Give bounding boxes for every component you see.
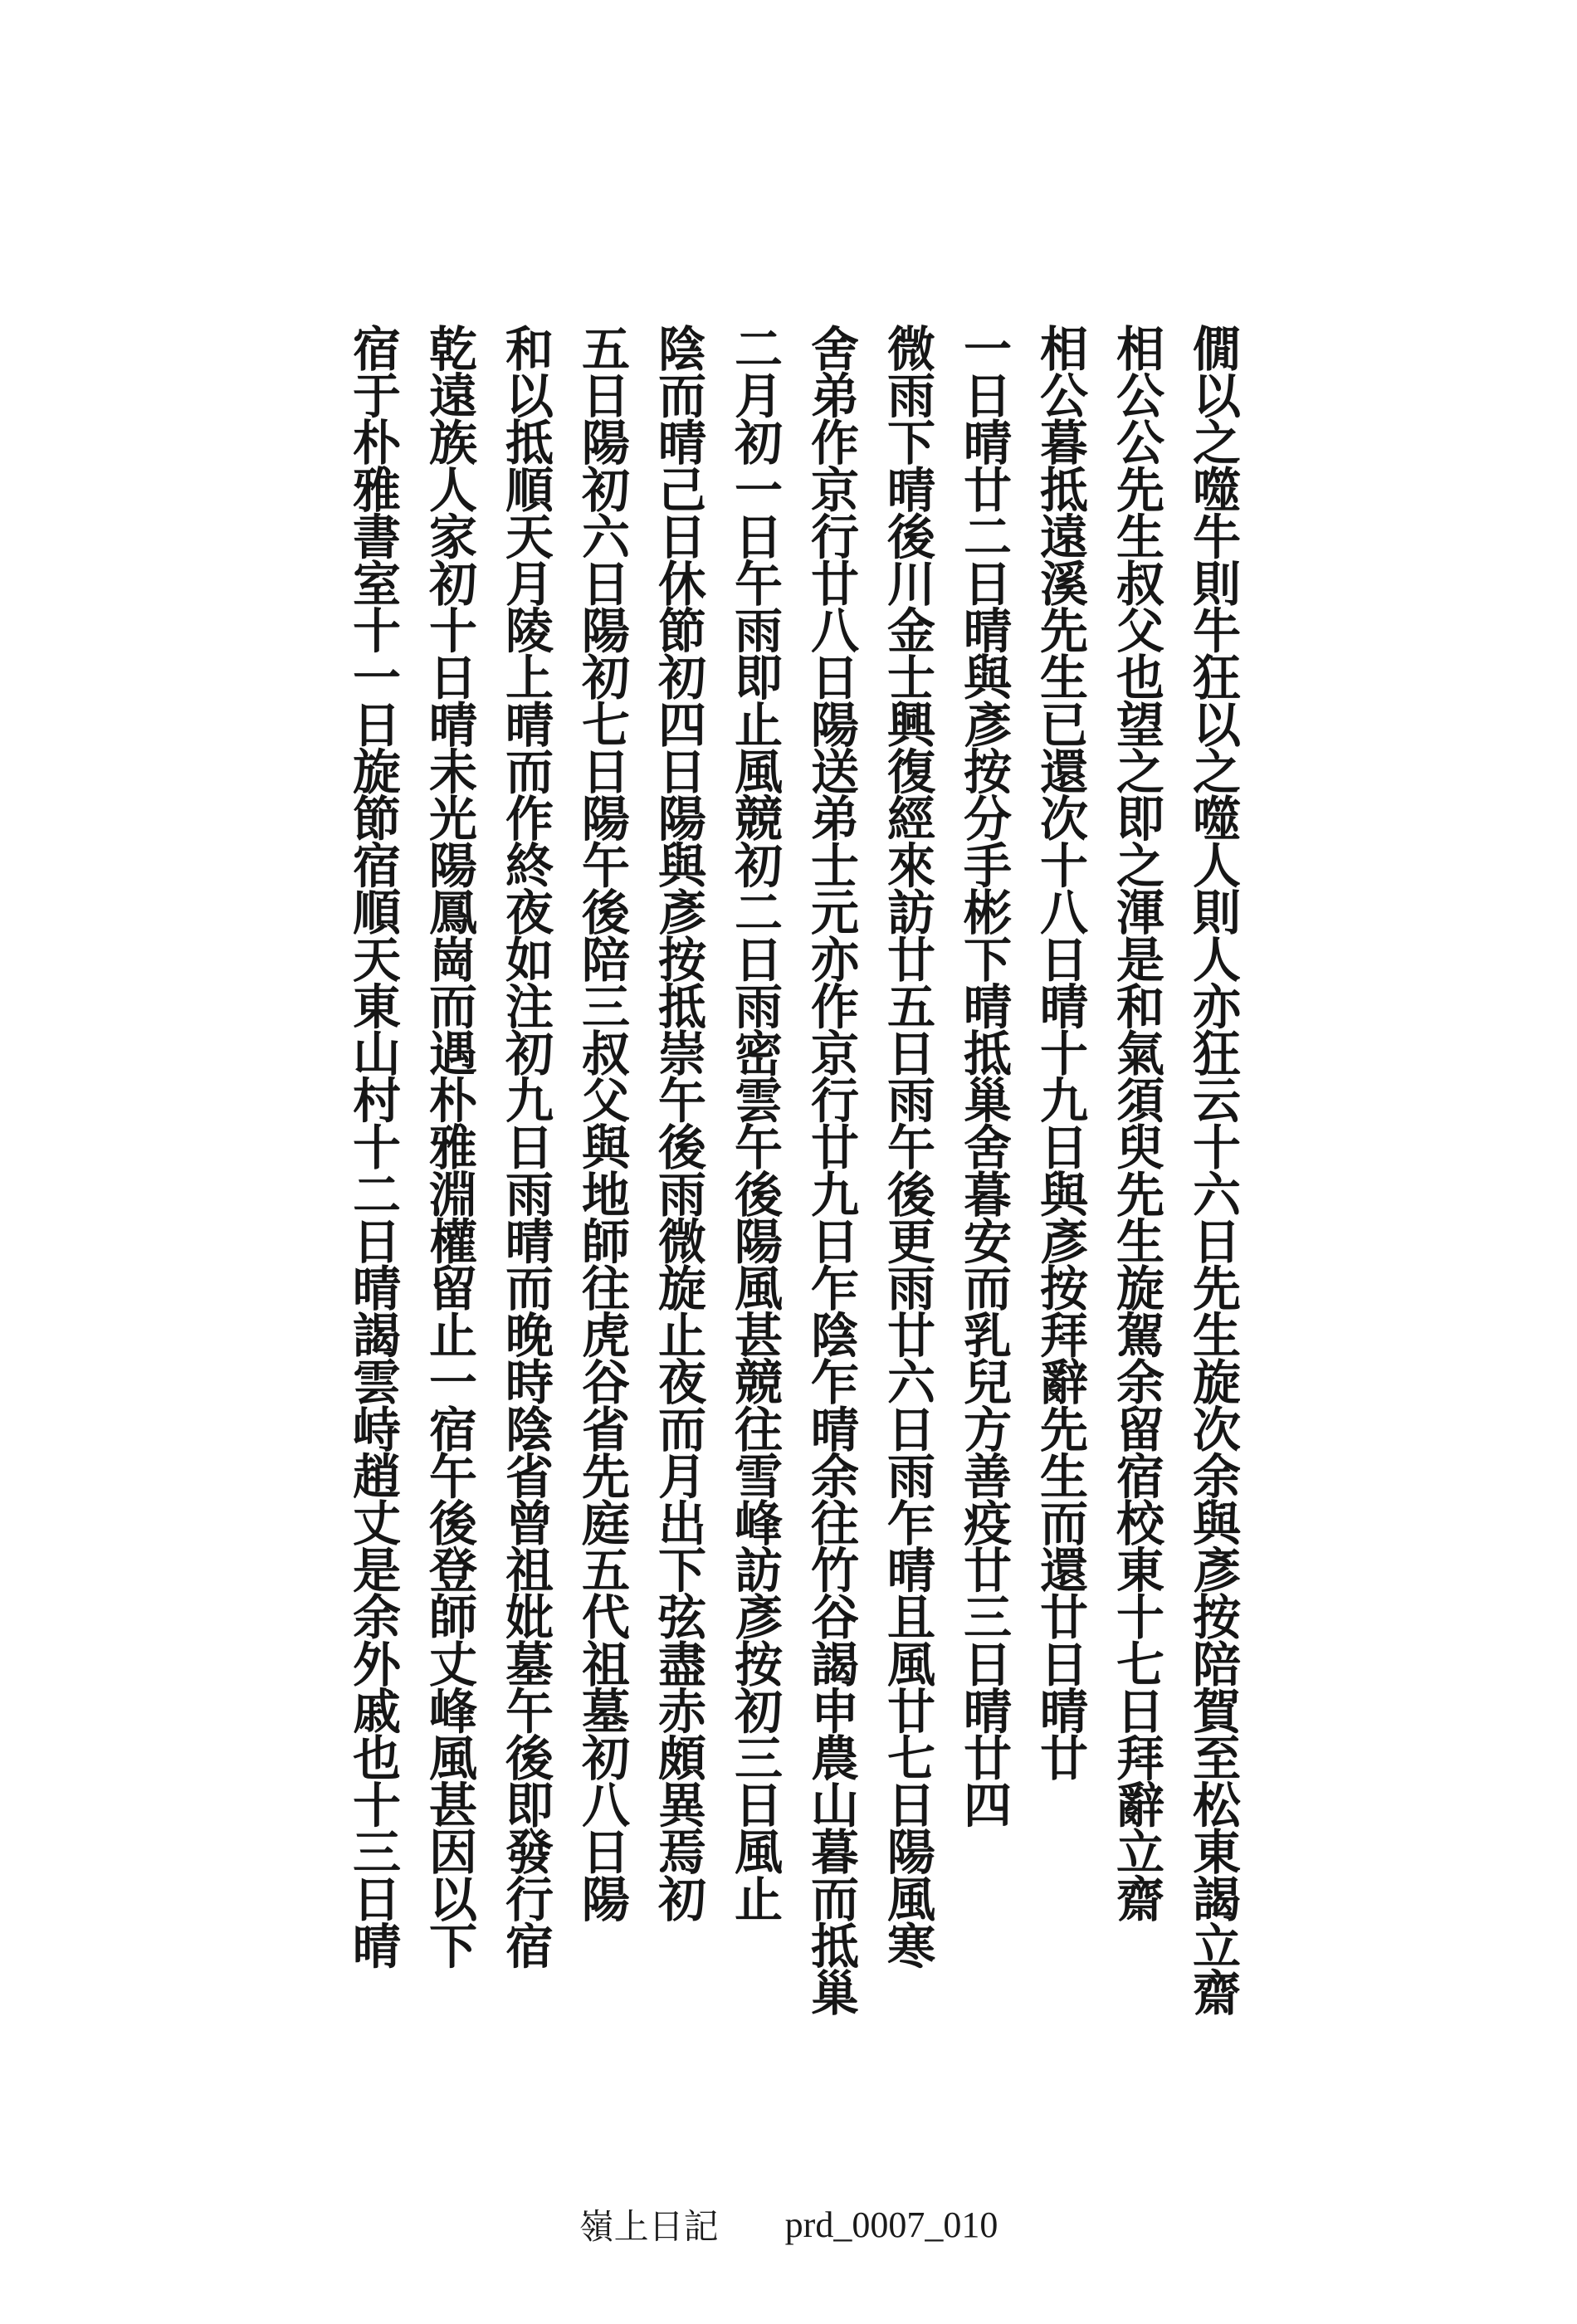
manuscript-column-7: 二月初一日午雨即止風競初二日雨密雲午後陽風甚競往雪峰訪彥按初三日風止 xyxy=(726,324,783,1921)
page-caption xyxy=(0,2191,1577,2258)
manuscript-column-3: 相公暮抵遠溪先生已還次十八日晴十九日與彥按拜辭先生而還廿日晴廿 xyxy=(1032,324,1088,1780)
manuscript-column-5: 微雨下晴後川金士興復經來訪廿五日雨午後更雨廿六日雨乍晴且風廿七日陽風寒 xyxy=(879,324,935,1969)
manuscript-column-11: 乾遠族人家初十日晴未光陽鳳崗而遇朴雅淵權留止一宿午後登師丈峰風甚因以下 xyxy=(421,324,477,1969)
manuscript-column-8: 陰而晴己日休節初四日陽與彥按抵崇午後雨微旋止夜而月出下弦盡赤頗異焉初 xyxy=(650,324,706,1921)
manuscript-column-6: 舍弟作京行廿八日陽送弟士元亦作京行廿九日乍陰乍晴余往竹谷謁申農山暮而抵巢 xyxy=(803,324,859,2015)
manuscript-column-10: 和以抵順天月陵上晴而作終夜如注初九日雨晴而晚時陰省曾祖妣墓午後即發行宿 xyxy=(497,324,554,1969)
manuscript-column-12: 宿于朴雅書室十一日旋節宿順天東山村十二日晴謁雲峙趙丈是余外戚也十三日晴 xyxy=(344,324,401,1969)
manuscript-column-2: 相公公先生叔父也望之即之渾是和氣須臾先生旋駕余留宿校東十七日拜辭立齋 xyxy=(1108,324,1164,1921)
manuscript-text-block xyxy=(344,324,1241,2179)
manuscript-column-9: 五日陽初六日陽初七日陽午後陪三叔父與地師往虎谷省先庭五代祖墓初八日陽 xyxy=(574,324,630,1921)
manuscript-column-4: 一日晴廿二日晴與彥按分手彬下晴抵巢舍暮安而乳兒方善疫廿三日晴廿四 xyxy=(955,324,1012,1828)
page-identifier: prd_0007_010 xyxy=(784,2204,998,2245)
document-title: 嶺上日記 xyxy=(579,2206,719,2247)
manuscript-column-1: 僩以之噬牛則牛狂以之噬人則人亦狂云十六日先生旋次余與彥按陪賀至松東謁立齋 xyxy=(1184,324,1241,2015)
